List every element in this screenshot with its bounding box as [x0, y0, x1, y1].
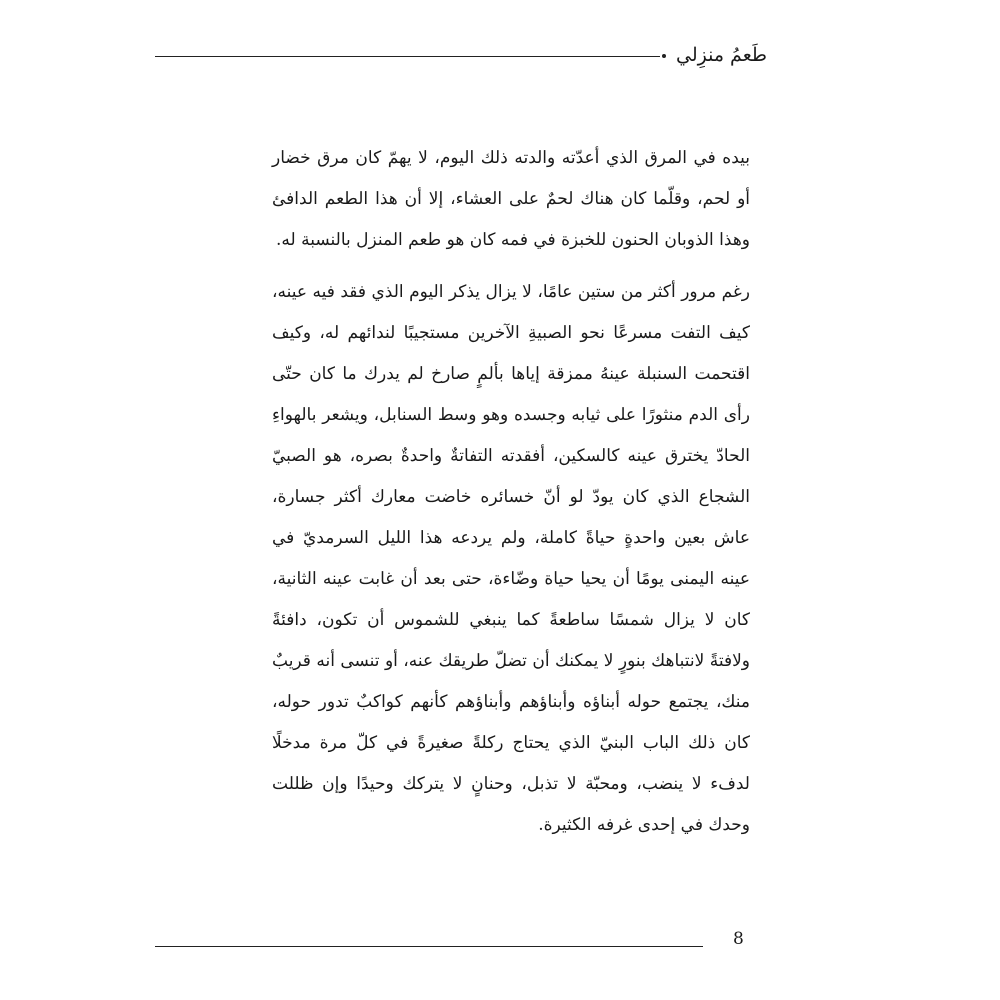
header-rule	[155, 56, 660, 57]
paragraph-1: بيده في المرق الذي أعدّته والدته ذلك اليوم، لا يهمّ كان مرق خضار أو لحم، وقلّما كان هناك لحمٌ على العشاء، إلا أن هذا الطعم الدافئ وهذا الذوبان الحنون للخبزة في فمه كان هو طعم المنزل بالنسبة له.	[272, 148, 750, 250]
body-text	[272, 138, 750, 846]
running-title: طَعمُ منزِلي	[676, 44, 767, 66]
paragraph-2: رغم مرور أكثر من ستين عامًا، لا يزال يذكر اليوم الذي فقد فيه عينه، كيف التفت مسرعًا نحو الصبيةِ الآخرين مستجيبًا لندائهم له، وكيف اقتحمت السنبلة عينهُ ممزقة إياها بألمٍ صارخ لم يدرك ما كان حتّى رأى الدم منثورًا على ثيابه وجسده وهو وسط السنابل، ويشعر بالهواءِ الحادّ يخترق عينه كالسكين، أفقدته التفاتةٌ واحدةٌ بصره، هو الصبيّ الشجاع الذي كان يودّ لو أنّ خسائره خاضت معارك أكثر جسارة، عاش بعين واحدةٍ حياةً كاملة، ولم يردعه هذا الليل السرمديّ في عينه اليمنى يومًا أن يحيا حياة وضّاءة، حتى بعد أن غابت عينه الثانية، كان لا يزال شمسًا ساطعةً كما ينبغي للشموس أن تكون، دافئةً ولافتةً لانتباهك بنورٍ لا يمكنك أن تضلّ طريقك عنه، أو تنسى أنه قريبٌ منك، يجتمع حوله أبناؤه وأبناؤهم وأبناؤهم كأنهم كواكبٌ تدور حوله، كان ذلك الباب البنيّ الذي يحتاج ركلةً صغيرةً في كلّ مرة مدخلًا لدفء لا ينضب، ومحبّة لا تذبل، وحنانٍ لا يتركك وحيدًا وإن ظللت وحدك في إحدى غرفه الكثيرة.	[272, 282, 750, 835]
footer-rule	[155, 946, 703, 947]
page-number: 8	[733, 929, 744, 949]
page-header	[155, 38, 767, 78]
